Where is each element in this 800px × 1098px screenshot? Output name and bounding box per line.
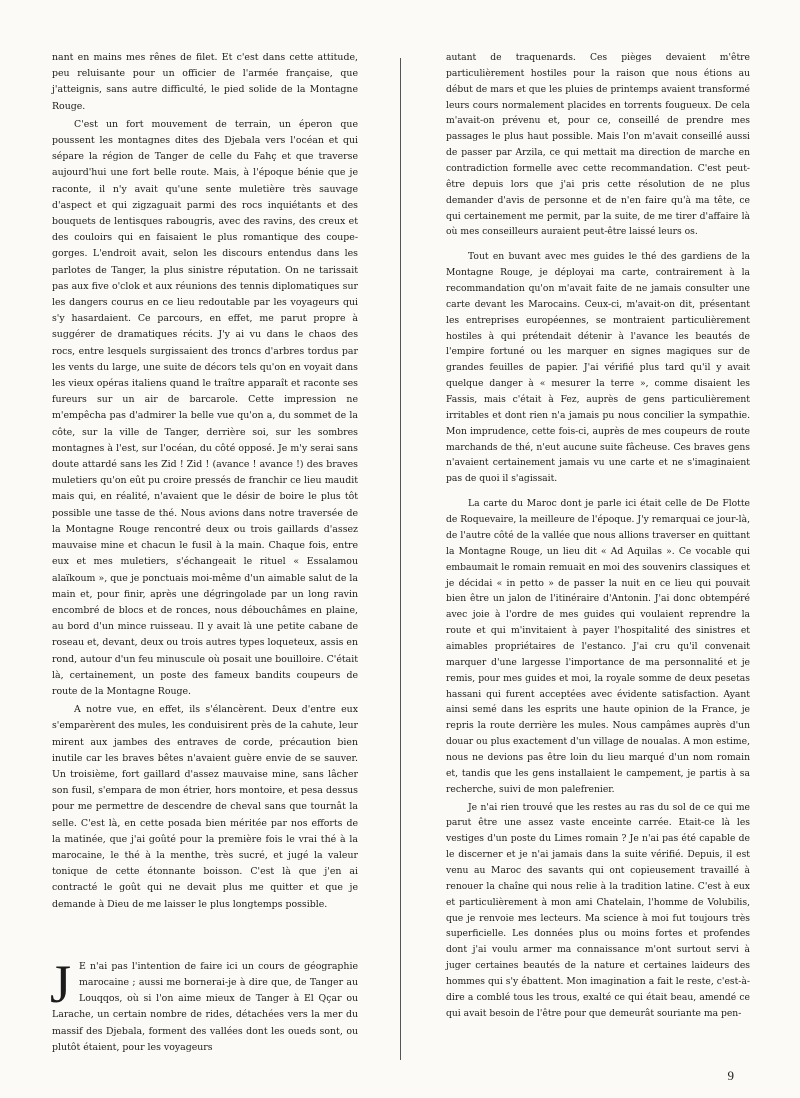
column-divider [400,58,401,1060]
drop-cap: J [50,953,72,1014]
page-number: 9 [727,1068,734,1083]
paragraph: Je n'ai rien trouvé que les restes au ras du sol de ce qui me parut être une assez vaste enceinte carrée. Etait-ce là les vestiges d'un poste du Limes romain ? Je n'ai pas été capable de le discerner et je n'ai jamais dans la suite vérifié. Depuis, il est venu au Maroc des savants qui ont copieusement travaillé à renouer la chaîne qui nous relie à la tradition latine. C'est à eux et particulièrement à mon ami Chatelain, l'homme de Volubilis, que je renvoie mes lecteurs. Ma science à moi fut toujours très superficielle. Les données plus ou moins fortes et profendes dont j'ai voulu armer ma connaissance m'ont surtout servi à juger certaines beautés de la nature et certaines laideurs des hommes qui s'y ébattent. Mon imagination a fait le reste, c'est-à-dire a comblé tous les trous, exalté ce qui était beau, amendé ce qui avait besoin de l'être pour que demeurât souriante ma pen- [446,801,750,1019]
paragraph: autant de traquenards. Ces pièges devaient m'être particulièrement hostiles pour la raison que nous étions au début de mars et que les pluies de printemps avaient transformé leurs cours normalement placides en torrents fougueux. De cela m'avait-on prévenu et, pour ce, conseillé de prendre mes passages le plus haut possible. Mais l'on m'avait conseillé aussi de passer par Arzila, ce qui mettait ma direction de marche en contradiction formelle avec cette recommandation. C'est peut-être depuis lors que j'ai pris cette résolution de ne plus demander d'avis de personne et de n'en faire qu'à ma tête, ce qui certainement me permit, par la suite, de me tirer d'affaire là où mes conseilleurs auraient peut-être laissé leurs os. [446,52,750,238]
left-column [52,50,358,1056]
paragraph: A notre vue, en effet, ils s'élancèrent. Deux d'entre eux s'emparèrent des mules, les conduisirent près de la cahute, leur mirent aux jambes des entraves de corde, précaution bien inutile car les braves bêtes n'avaient guère envie de se sauver. Un troisième, fort gaillard d'assez mauvaise mine, sans lâcher son fusil, s'empara de mon étrier, hors montoire, et pesa dessus pour me permettre de descendre de cheval sans que tournât la selle. C'est là, en cette posada bien méritée par nos efforts de la matinée, que j'ai goûté pour la première fois le vrai thé à la marocaine, le thé à la menthe, très sucré, et jugé la valeur tonique de cette étonnante boisson. C'est là que j'en ai contracté le goût qui ne devait plus me quitter et que je demande à Dieu de me laisser le plus longtemps possible. [52,704,358,910]
paragraph: C'est un fort mouvement de terrain, un éperon que poussent les montagnes dites des Djebala vers l'océan et qui sépare la région de Tanger de celle du Fahç et que traverse aujourd'hui une fort belle route. Mais, à l'époque bénie que je raconte, il n'y avait qu'une sente muletière très sauvage d'aspect et qui zigzaguait parmi des rocs inquiétants et des bouquets de lentisques rabougris, avec des ravins, des creux et des couloirs qui en faisaient le plus romantique des coupe-gorges. L'endroit avait, selon les discours entendus dans les parlotes de Tanger, la plus sinistre réputation. On ne tarissait pas aux five o'clok et aux réunions des tennis diplomatiques sur les dangers courus en ce lieu redoutable par les voyageurs qui s'y hasardaient. Ce parcours, en effet, me parut propre à suggérer de dramatiques récits. J'y ai vu dans le chaos des rocs, entre lesquels surgissaient des troncs d'arbres tordus par les vents du large, une suite de décors tels qu'on en voyait dans les vieux opéras italiens quand le traître apparaît et raconte ses fureurs sur un air de barcarole. Cette impression ne m'empêcha pas d'admirer la belle vue qu'on a, du sommet de la côte, sur la ville de Tanger, derrière soi, sur les sombres montagnes à l'est, sur l'océan, du côté opposé. Je m'y serai sans doute attardé sans les Zid ! Zid ! (avance ! avance !) des braves muletiers qu'on eût pu croire pressés de franchir ce lieu maudit mais qui, en réalité, n'avaient que le désir de boire le plus tôt possible une tasse de thé. Nous avions dans notre traversée de la Montagne Rouge rencontré deux ou trois gaillards d'assez mauvaise mine et chacun le fusil à la main. Chaque fois, entre eux et mes muletiers, s'échangeait le rituel « Essalamou alaïkoum », que je ponctuais moi-même d'un aimable salut de la main et, pour finir, après une dégringolade par un long ravin encombré de blocs et de ronces, nous débouchâmes en plaine, au bord d'un mince ruisseau. Il y avait là une petite cabane de roseau et, devant, deux ou trois autres types loqueteux, assis en rond, autour d'un feu minuscule où posait une bouilloire. C'était là, certainement, un poste des fameux bandits coupeurs de route de la Montagne Rouge. [52,118,358,697]
right-column [446,50,750,1022]
paragraph: Tout en buvant avec mes guides le thé des gardiens de la Montagne Rouge, je déployai ma carte, contrairement à la recommandation qu'on m'avait faite de ne jamais consulter une carte devant les Marocains. Ceux-ci, m'avait-on dit, présentant les entreprises européennes, se montraient particulièrement hostiles à qui prétendait détenir à l'avance les beautés de l'empire fortuné ou les marquer en signes magiques sur de grandes feuilles de papier. J'ai vérifié plus tard qu'il y avait quelque danger à « mesurer la terre », comme disaient les Fassis, mais c'était à Fez, auprès de gens particulièrement irritables et dont rien n'a jamais pu nous concilier la sympathie. Mon imprudence, cette fois-ci, auprès de mes coupeurs de route marchands de thé, n'eut aucune suite fâcheuse. Ces braves gens n'avaient certainement jamais vu une carte et ne s'imaginaient pas de quoi il s'agissait. [446,251,750,485]
paragraph: La carte du Maroc dont je parle ici était celle de De Flotte de Roquevaire, la meilleure de l'époque. J'y remarquai ce jour-là, de l'autre côté de la vallée que nous allions traverser en quittant la Montagne Rouge, un lieu dit « Ad Aquilas ». Ce vocable qui embaumait le romain remuait en moi des souvenirs classiques et je décidai « in petto » de passer la nuit en ce lieu qui pouvait bien être un jalon de l'itinéraire d'Antonin. J'ai donc obtempéré avec joie à l'ordre de mes guides qui voulaient reprendre la route et qui m'invitaient à payer l'hospitalité des sinistres et aimables propriétaires de l'estanco. J'ai cru qu'il convenait marquer d'une largesse l'importance de ma personnalité et je remis, pour mes guides et moi, la royale somme de deux pesetas hassani qui furent acceptées avec évidente satisfaction. Ayant ainsi semé dans les esprits une haute opinion de la France, je repris la route derrière les mules. Nous campâmes auprès d'un douar ou plus exactement d'un village de noualas. A mon estime, nous ne devions pas être loin du lieu marqué d'un nom romain et, tandis que les gens installaient le campement, je partis à sa recherche, suivi de mon palefrenier. [446,498,750,795]
new-section [50,953,358,1056]
paragraph: nant en mains mes rênes de filet. Et c'est dans cette attitude, peu reluisante pour un officier de l'armée française, que j'atteignis, sans autre difficulté, le pied solide de la Montagne Rouge. [52,52,358,112]
paragraph: E n'ai pas l'intention de faire ici un cours de géographie marocaine ; aussi me bornerai-je à dire que, de Tanger au Louqqos, où si l'on aime mieux de Tanger à El Qçar ou Larache, un certain nombre de rides, détachées vers la mer du massif des Djebala, forment des vallées dont les oueds sont, ou plutôt étaient, pour les voyageurs [52,960,358,1053]
